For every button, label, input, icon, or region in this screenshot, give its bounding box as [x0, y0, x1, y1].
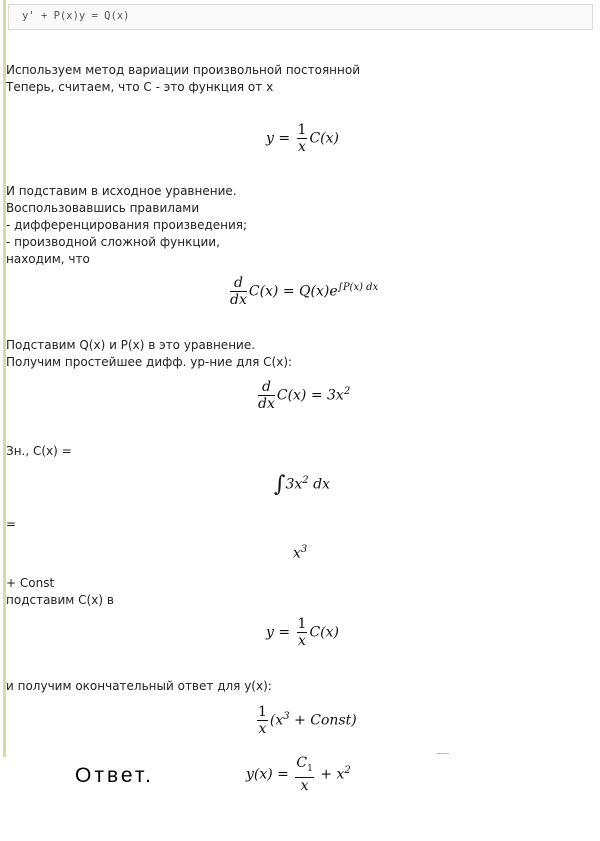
- text-substitute-c-line: подставим C(x) в: [6, 593, 114, 607]
- text-equals-line: =: [6, 517, 17, 531]
- equation-y-substitution: y = $\frac{1}{x}$ C(x): [266, 122, 339, 155]
- equation-x-cubed: $x^3$: [293, 544, 308, 562]
- text-rules-line: Воспользовавшись правилами: [6, 201, 200, 215]
- text-plus-const-line: + Const: [6, 576, 55, 590]
- equation-final-form: $\frac{1}{x}$ ($x^3$ + Const): [258, 704, 357, 737]
- text-final-answer-line: и получим окончательный ответ для y(x):: [6, 679, 272, 693]
- equation-integral: $\int 3x^2$ dx: [274, 472, 330, 497]
- code-equation: y' + P(x)y = Q(x): [22, 10, 130, 22]
- text-product-rule-line: - дифференцирования произведения;: [6, 218, 248, 232]
- text-simple-eq-line: Получим простейшее дифф. ур-ние для C(x):: [6, 355, 293, 369]
- text-substitute-qp-line: Подставим Q(x) и P(x) в это уравнение.: [6, 338, 256, 352]
- text-assumption-line: Теперь, считаем, что C - это функция от x: [6, 80, 274, 94]
- equation-derivative-3x2: $\frac{d}{dx}$ $C(x) = 3x^2$: [258, 379, 351, 412]
- separator-tick: [437, 753, 449, 754]
- text-chain-rule-line: - производной сложной функции,: [6, 235, 220, 249]
- text-substitute-line: И подставим в исходное уравнение.: [6, 184, 237, 198]
- answer-label: Ответ.: [75, 764, 154, 787]
- left-margin-rule: [3, 0, 6, 757]
- code-block: [8, 4, 593, 30]
- text-c-equals-line: Зн., C(x) =: [6, 444, 72, 458]
- equation-answer: y(x) = $\frac{C_1}{x}$ + $x^2$: [246, 755, 351, 794]
- text-method-line: Используем метод вариации произвольной постоянной: [6, 63, 360, 77]
- equation-derivative-c: $\frac{d}{dx}$ $C(x) = Q(x)e^{\int P(x) dx}$: [230, 275, 379, 308]
- text-find-line: находим, что: [6, 252, 90, 266]
- equation-y-substitution-2: y = $\frac{1}{x}$ C(x): [266, 616, 339, 649]
